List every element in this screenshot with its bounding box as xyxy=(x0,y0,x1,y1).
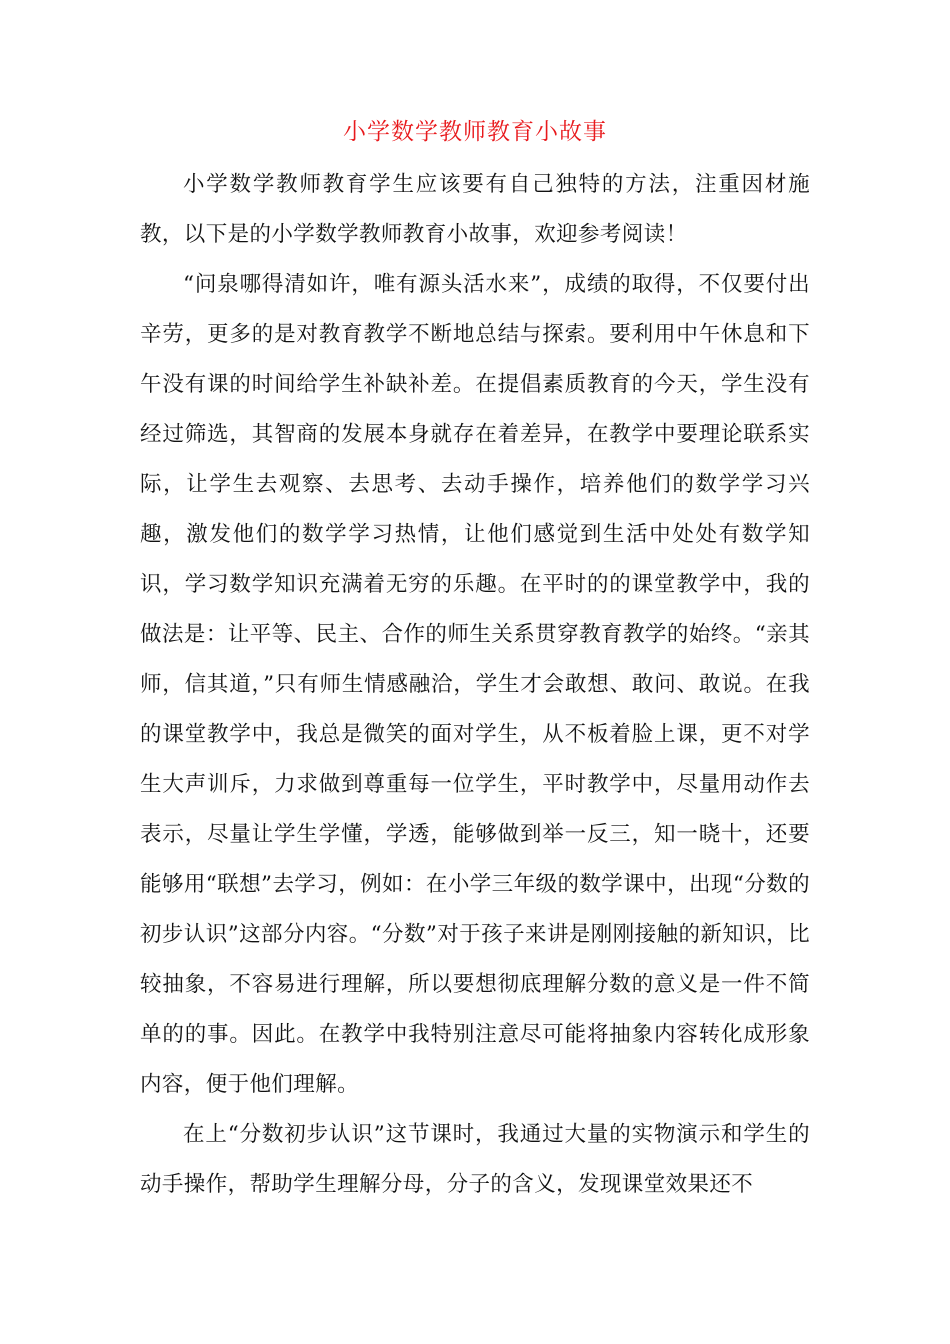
paragraph-intro: 小学数学教师教育学生应该要有自己独特的方法，注重因材施教，以下是的小学数学教师教育小故事，欢迎参考阅读！ xyxy=(140,172,810,247)
document-title: 小学数学教师教育小故事 xyxy=(343,119,607,145)
paragraph-story: “问泉哪得清如许，唯有源头活水来”，成绩的取得，不仅要付出辛劳，更多的是对教育教学不断地总结与探索。要利用中午休息和下午没有课的时间给学生补缺补差。在提倡素质教育的今天，学生没有经过筛选，其智商的发展本身就存在着差异，在教学中要理论联系实际，让学生去观察、去思考、去动手操作，培养他们的数学学习兴趣，激发他们的数学学习热情，让他们感觉到生活中处处有数学知识，学习数学知识充满着无穷的乐趣。在平时的的课堂教学中，我的做法是：让平等、民主、合作的师生关系贯穿教育教学的始终。“亲其师，信其道，”只有师生情感融洽，学生才会敢想、敢问、敢说。在我的课堂教学中，我总是微笑的面对学生，从不板着脸上课，更不对学生大声训斥，力求做到尊重每一位学生，平时教学中，尽量用动作去表示，尽量让学生学懂，学透，能够做到举一反三，知一晓十，还要能够用“联想”去学习，例如：在小学三年级的数学课中，出现“分数的初步认识”这部分内容。“分数”对于孩子来讲是刚刚接触的新知识，比较抽象，不容易进行理解，所以要想彻底理解分数的意义是一件不简单的的事。因此。在教学中我特别注意尽可能将抽象内容转化成形象内容，便于他们理解。 xyxy=(140,272,810,1097)
paragraph-fraction-lesson: 在上“分数初步认识”这节课时，我通过大量的实物演示和学生的动手操作，帮助学生理解分母，分子的含义，发现课堂效果还不 xyxy=(140,1122,810,1197)
document-body xyxy=(140,160,810,1210)
